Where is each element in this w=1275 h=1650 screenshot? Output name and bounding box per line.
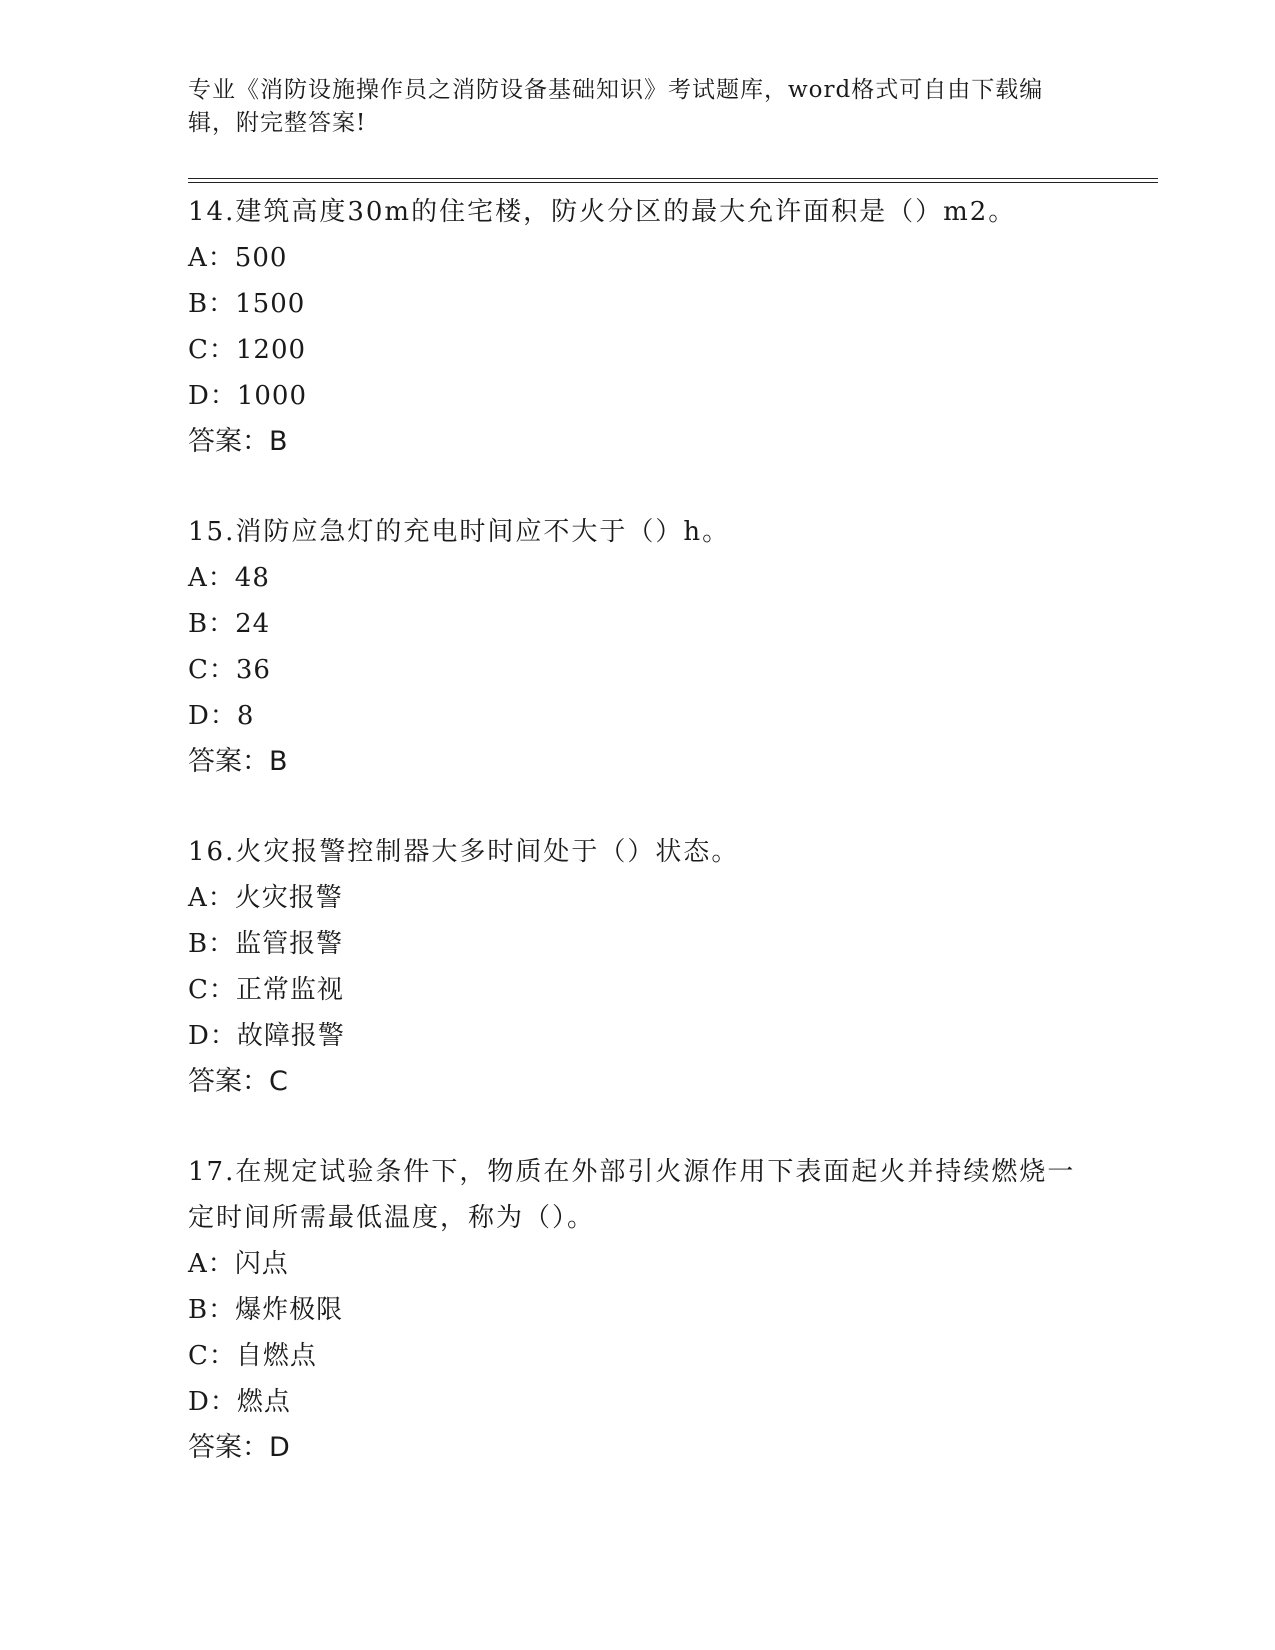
- answer-line: 答案：B: [188, 426, 288, 457]
- option-c: C：1200: [188, 335, 307, 365]
- answer-line: 答案：D: [188, 1432, 290, 1463]
- option-a: A：火灾报警: [188, 883, 343, 913]
- header-divider: [188, 178, 1158, 183]
- answer-line: 答案：C: [188, 1066, 288, 1097]
- question-block: [188, 1149, 1088, 1471]
- question-stem: 17.在规定试验条件下，物质在外部引火源作用下表面起火并持续燃烧一定时间所需最低温度，称为（）。: [188, 1157, 1076, 1233]
- option-c: C：36: [188, 655, 271, 685]
- question-stem: 14.建筑高度30m的住宅楼，防火分区的最大允许面积是（）m2。: [188, 197, 1017, 227]
- option-c: C：正常监视: [188, 975, 344, 1005]
- document-header: 专业《消防设施操作员之消防设备基础知识》考试题库，word格式可自由下载编辑，附完整答案!: [188, 77, 1044, 136]
- option-a: A：48: [188, 563, 270, 593]
- option-b: B：1500: [188, 289, 306, 319]
- question-block: [188, 829, 1088, 1105]
- option-b: B：24: [188, 609, 271, 639]
- option-a: A：500: [188, 243, 288, 273]
- answer-line: 答案：B: [188, 746, 288, 777]
- option-d: D：8: [188, 701, 255, 731]
- option-a: A：闪点: [188, 1249, 289, 1279]
- option-b: B：监管报警: [188, 929, 344, 959]
- question-block: [188, 509, 1088, 785]
- question-stem: 15.消防应急灯的充电时间应不大于（）h。: [188, 517, 731, 547]
- question-block: [188, 189, 1088, 465]
- option-c: C：自燃点: [188, 1341, 317, 1371]
- question-stem: 16.火灾报警控制器大多时间处于（）状态。: [188, 837, 740, 867]
- option-d: D：故障报警: [188, 1021, 345, 1051]
- option-d: D：燃点: [188, 1387, 291, 1417]
- option-b: B：爆炸极限: [188, 1295, 344, 1325]
- option-d: D：1000: [188, 381, 308, 411]
